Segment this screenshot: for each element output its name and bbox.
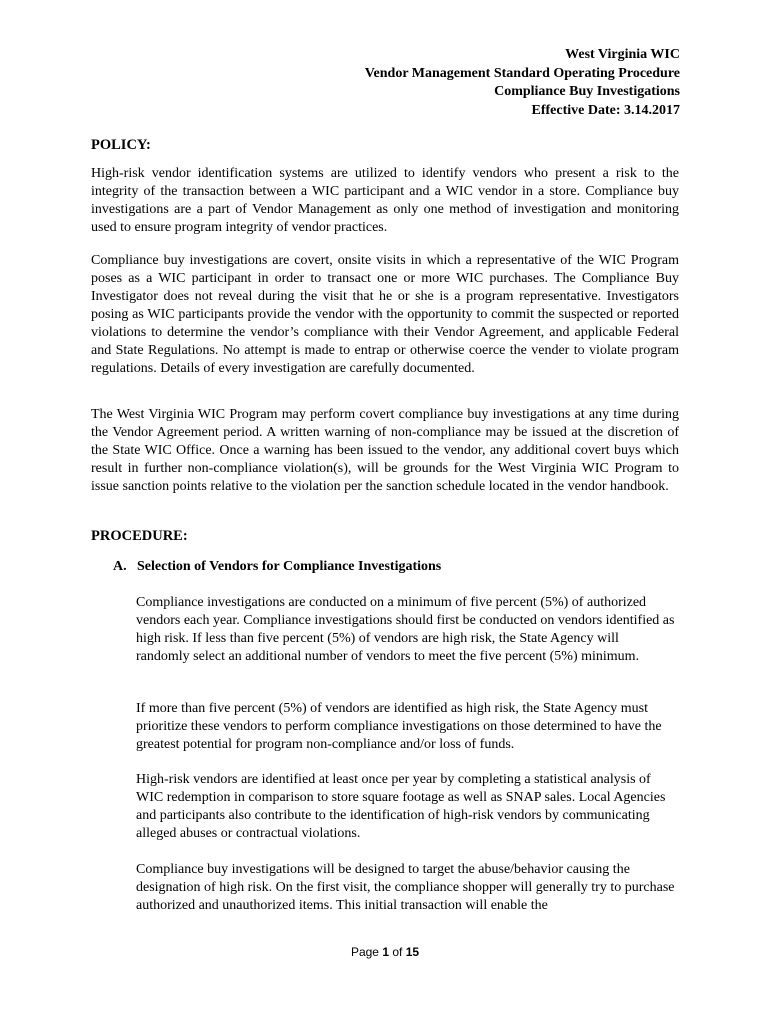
- section-a-paragraph-4: Compliance buy investigations will be designed to target the abuse/behavior causing the designation of high risk. On the first visit, the compliance shopper will generally try to purchase authorized and unauthorized items. This initial transaction will enable the: [136, 862, 675, 913]
- page-number-prefix: Page: [350, 945, 383, 959]
- page-number-total: 15: [405, 945, 420, 959]
- page-number-current: 1: [382, 945, 389, 959]
- procedure-heading: PROCEDURE:: [91, 528, 188, 544]
- section-a-paragraph-2: If more than five percent (5%) of vendors are identified as high risk, the State Agency must prioritize these vendors to perform compliance investigations on those determined to have the greatest potential for program non-compliance and/or loss of funds.: [136, 701, 662, 752]
- header-subject: Compliance Buy Investigations: [494, 84, 680, 99]
- header-effective-date: Effective Date: 3.14.2017: [531, 102, 680, 118]
- policy-paragraph-3: The West Virginia WIC Program may perform covert compliance buy investigations at any time during the Vendor Agreement period. A written warning of non-compliance may be issued at the discretion of the State WIC Office. Once a warning has been issued to the vendor, any additional covert buys which result in further non-compliance violation(s), will be grounds for the West Virginia WIC Program to issue sanction points relative to the violation per the sanction schedule located in the vendor handbook.: [91, 407, 679, 494]
- policy-paragraph-1: High-risk vendor identification systems are utilized to identify vendors who present a risk to the integrity of the transaction between a WIC participant and a WIC vendor in a store. Compliance buy investigations are a part of Vendor Management as only one method of investigation and monitoring used to ensure program integrity of vendor practices.: [91, 166, 679, 235]
- header-sop-title: Vendor Management Standard Operating Procedure: [364, 65, 680, 81]
- header-program: West Virginia WIC: [565, 47, 680, 62]
- section-a-paragraph-1: Compliance investigations are conducted on a minimum of five percent (5%) of authorized vendors each year. Compliance investigations should first be conducted on vendors identified as high risk. If less than five percent (5%) of vendors are high risk, the State Agency will randomly select an additional number of vendors to meet the five percent (5%) minimum.: [136, 595, 675, 664]
- policy-paragraph-2: Compliance buy investigations are covert, onsite visits in which a representative of the WIC Program poses as a WIC participant in order to transact one or more WIC purchases. The Compliance Buy Investigator does not reveal during the visit that he or she is a program representative. Investigators posing as WIC participants provide the vendor with the opportunity to commit the suspected or reported violations to determine the vendor’s compliance with their Vendor Agreement, and applicable Federal and State Regulations. No attempt is made to entrap or otherwise coerce the vender to violate program regulations. Details of every investigation are carefully documented.: [91, 253, 679, 376]
- policy-heading: POLICY:: [91, 137, 151, 153]
- section-a-title: Selection of Vendors for Compliance Investigations: [137, 559, 442, 574]
- document-header: [365, 46, 680, 120]
- section-a-letter: A.: [113, 559, 127, 574]
- section-a-heading: [113, 558, 441, 576]
- section-a-paragraph-3: High-risk vendors are identified at least once per year by completing a statistical analysis of WIC redemption in comparison to store square footage as well as SNAP sales. Local Agencies and participants also contribute to the identification of high-risk vendors by communicating alleged abuses or contractual violations.: [136, 772, 666, 841]
- page-number-of: of: [389, 945, 406, 959]
- page-number: [0, 944, 770, 960]
